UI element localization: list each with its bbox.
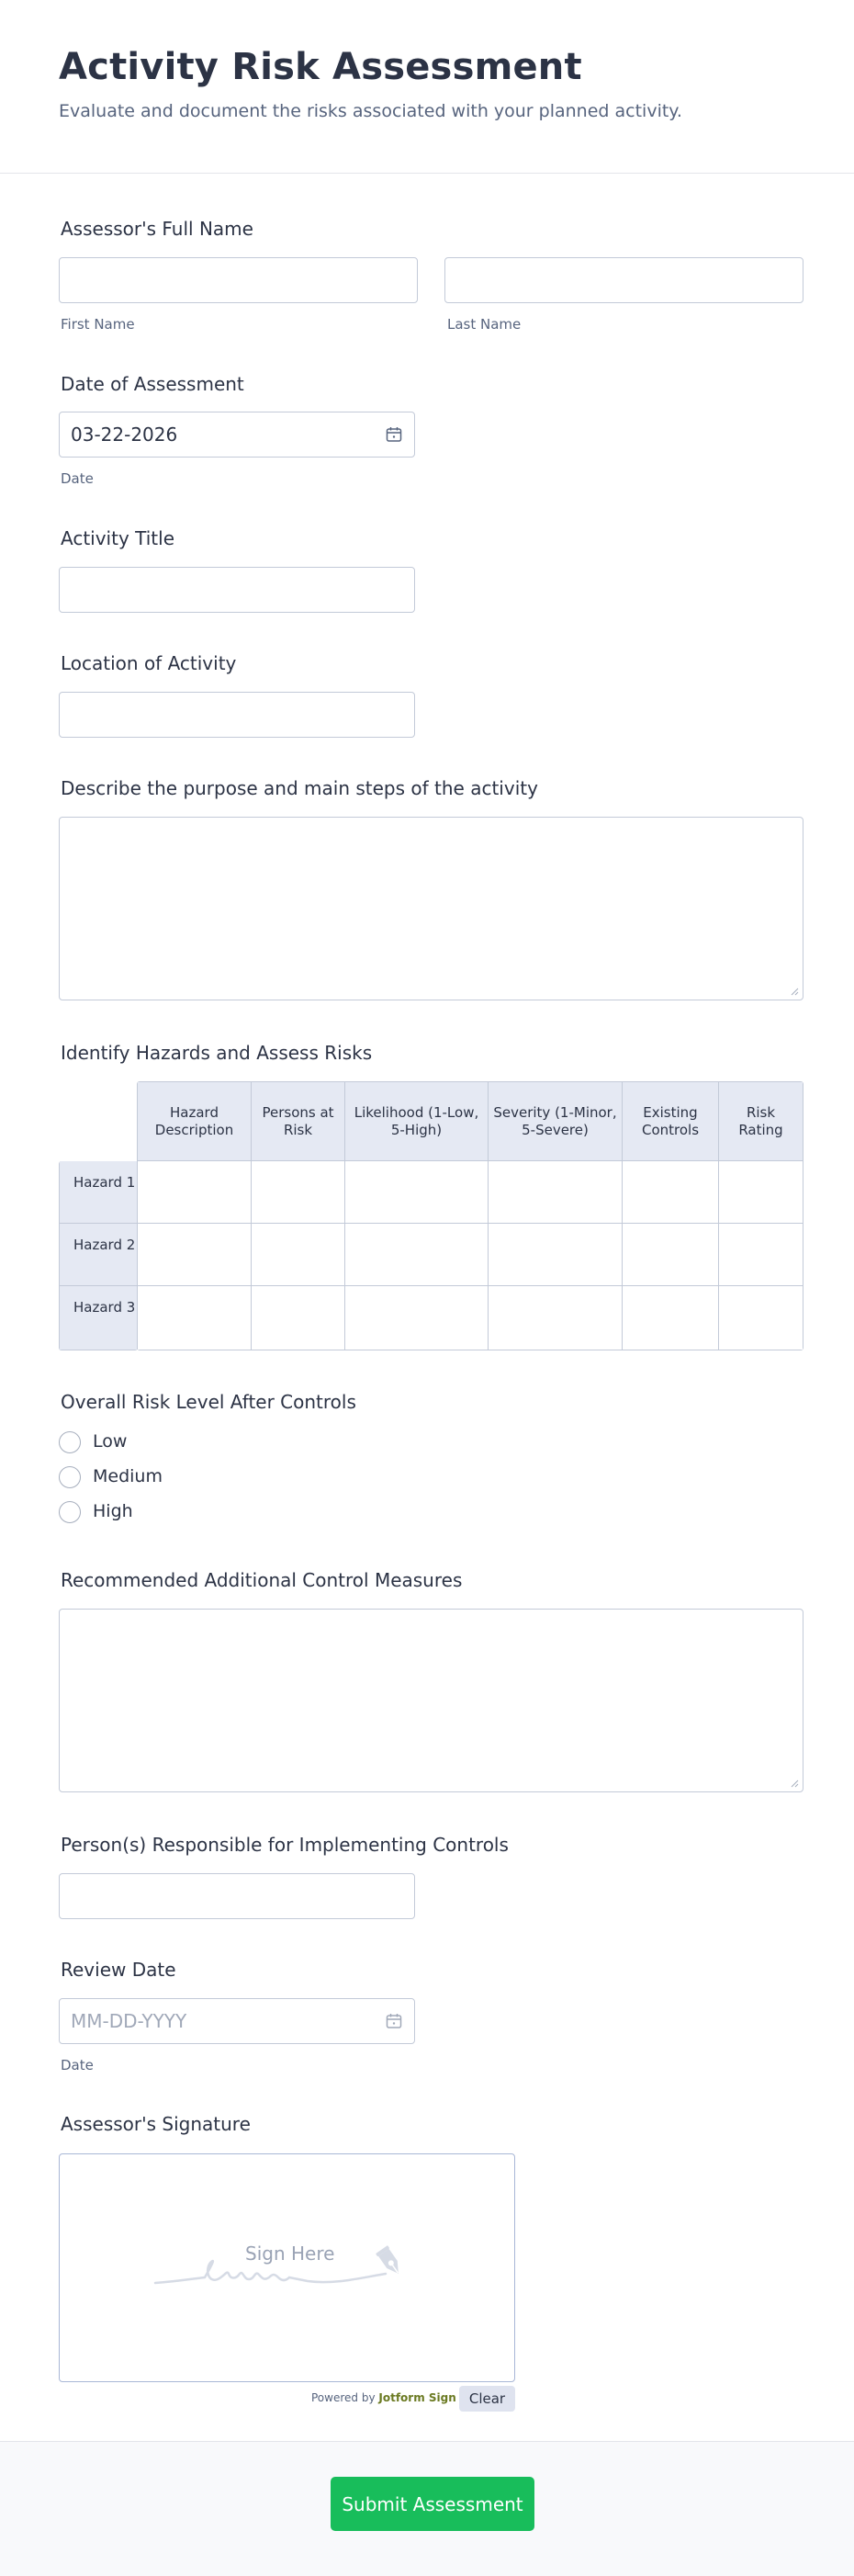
col-header-existing-controls: Existing Controls <box>623 1082 719 1161</box>
calendar-icon[interactable] <box>385 2012 403 2030</box>
matrix-cell[interactable] <box>252 1286 345 1350</box>
description-label: Describe the purpose and main steps of the activity <box>61 777 538 799</box>
col-header-hazard-description: Hazard Description <box>138 1082 252 1161</box>
assessment-date-value: 03-22-2026 <box>71 424 178 446</box>
jotform-sign-brand[interactable]: Jotform Sign <box>378 2391 456 2404</box>
powered-by-text <box>311 2391 456 2404</box>
matrix-cell[interactable] <box>623 1161 719 1224</box>
row-header-hazard-1: Hazard 1 <box>60 1161 138 1224</box>
submit-button[interactable]: Submit Assessment <box>331 2477 534 2531</box>
page-title: Activity Risk Assessment <box>59 46 582 88</box>
form-header <box>0 0 854 174</box>
activity-title-input[interactable] <box>59 567 415 613</box>
matrix-cell[interactable] <box>138 1224 252 1286</box>
risk-low-radio[interactable] <box>59 1431 81 1453</box>
responsible-label: Person(s) Responsible for Implementing Controls <box>61 1834 509 1856</box>
sign-here-placeholder: Sign Here <box>245 2243 335 2265</box>
risk-medium-radio[interactable] <box>59 1466 81 1488</box>
matrix-cell[interactable] <box>719 1286 803 1350</box>
review-date-label: Review Date <box>61 1959 176 1981</box>
row-header-hazard-2: Hazard 2 <box>60 1224 138 1286</box>
responsible-input[interactable] <box>59 1873 415 1919</box>
calendar-icon[interactable] <box>385 425 403 444</box>
control-measures-textarea[interactable] <box>59 1609 803 1792</box>
activity-title-label: Activity Title <box>61 527 175 549</box>
risk-medium-label[interactable]: Medium <box>93 1466 163 1486</box>
resize-handle-icon[interactable] <box>790 987 799 996</box>
col-header-likelihood: Likelihood (1-Low, 5-High) <box>345 1082 489 1161</box>
review-date-input[interactable] <box>59 1998 415 2044</box>
matrix-cell[interactable] <box>138 1161 252 1224</box>
risk-high-label[interactable]: High <box>93 1501 133 1521</box>
matrix-cell[interactable] <box>623 1286 719 1350</box>
first-name-sublabel: First Name <box>61 316 135 333</box>
risk-high-radio[interactable] <box>59 1501 81 1523</box>
control-measures-label: Recommended Additional Control Measures <box>61 1569 463 1591</box>
location-input[interactable] <box>59 692 415 738</box>
last-name-sublabel: Last Name <box>447 316 522 333</box>
matrix-cell[interactable] <box>345 1161 489 1224</box>
location-label: Location of Activity <box>61 652 237 674</box>
matrix-cell[interactable] <box>252 1161 345 1224</box>
matrix-cell[interactable] <box>252 1224 345 1286</box>
hazards-label: Identify Hazards and Assess Risks <box>61 1042 373 1064</box>
powered-by-prefix: Powered by <box>311 2391 376 2404</box>
description-textarea[interactable] <box>59 817 803 1000</box>
col-header-persons-at-risk: Persons at Risk <box>252 1082 345 1161</box>
review-date-placeholder: MM-DD-YYYY <box>71 2010 187 2032</box>
review-date-sublabel: Date <box>61 2057 94 2073</box>
matrix-cell[interactable] <box>489 1161 623 1224</box>
col-header-risk-rating: Risk Rating <box>719 1082 803 1161</box>
signature-label: Assessor's Signature <box>61 2113 251 2135</box>
assessment-date-sublabel: Date <box>61 470 94 487</box>
first-name-input[interactable] <box>59 257 418 303</box>
resize-handle-icon[interactable] <box>790 1779 799 1788</box>
form-footer <box>0 2441 854 2576</box>
assessment-date-label: Date of Assessment <box>61 373 244 395</box>
row-header-hazard-3: Hazard 3 <box>60 1286 138 1350</box>
matrix-cell[interactable] <box>489 1224 623 1286</box>
risk-level-label: Overall Risk Level After Controls <box>61 1391 356 1413</box>
pen-icon <box>372 2244 412 2285</box>
matrix-cell[interactable] <box>489 1286 623 1350</box>
assessor-name-label: Assessor's Full Name <box>61 218 253 240</box>
page-subtitle: Evaluate and document the risks associated with your planned activity. <box>59 101 682 121</box>
col-header-severity: Severity (1-Minor, 5-Severe) <box>489 1082 623 1161</box>
clear-signature-button[interactable]: Clear <box>459 2386 515 2412</box>
risk-low-label[interactable]: Low <box>93 1431 128 1452</box>
last-name-input[interactable] <box>444 257 803 303</box>
matrix-cell[interactable] <box>345 1286 489 1350</box>
matrix-cell[interactable] <box>719 1161 803 1224</box>
matrix-cell[interactable] <box>623 1224 719 1286</box>
matrix-cell[interactable] <box>138 1286 252 1350</box>
signature-pad[interactable] <box>59 2153 515 2382</box>
assessment-date-input[interactable] <box>59 412 415 458</box>
matrix-cell[interactable] <box>345 1224 489 1286</box>
matrix-cell[interactable] <box>719 1224 803 1286</box>
